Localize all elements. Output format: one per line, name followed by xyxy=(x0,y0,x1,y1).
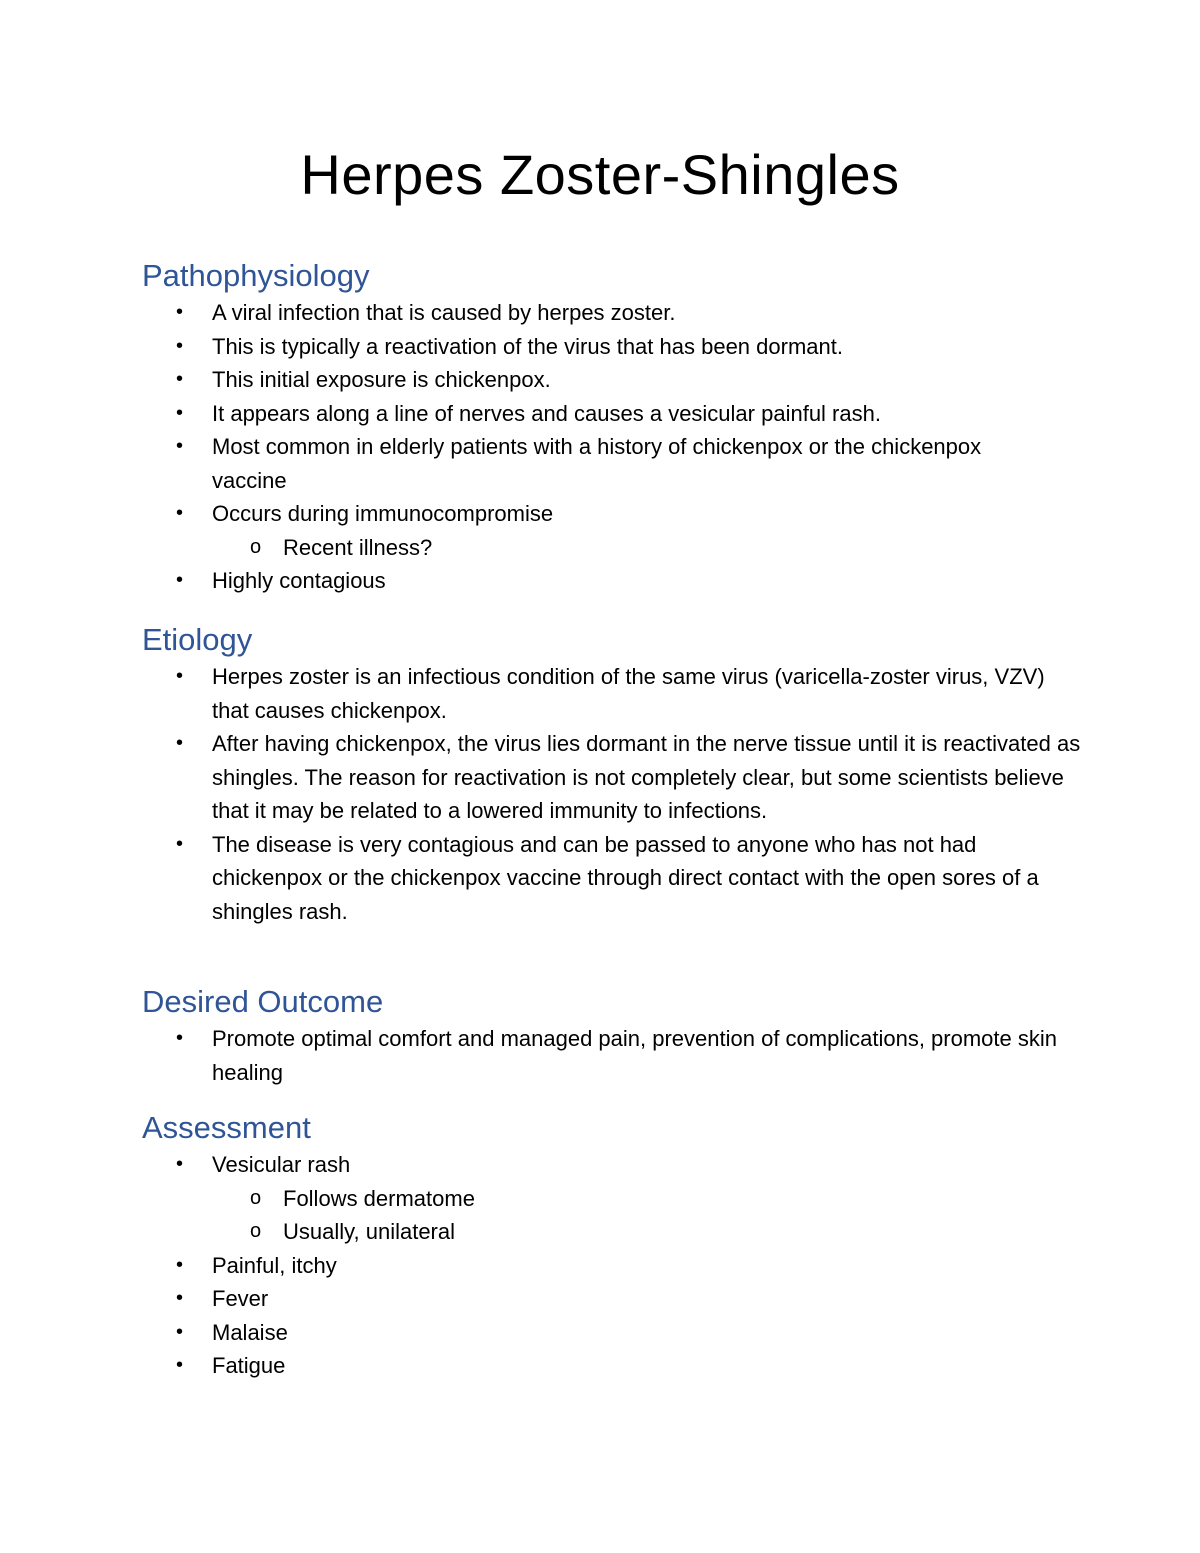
sub-list-item-text: Follows dermatome xyxy=(283,1185,475,1211)
section-assessment xyxy=(142,1108,1082,1383)
sub-list xyxy=(212,531,1082,565)
section-pathophysiology xyxy=(142,256,1082,598)
bullet-icon: • xyxy=(176,732,184,754)
section-desired-outcome xyxy=(142,982,1082,1089)
bullet-icon: • xyxy=(176,1027,184,1049)
sub-list-item xyxy=(142,1215,1082,1249)
bullet-list xyxy=(142,1148,1082,1383)
list-item-text: This initial exposure is chickenpox. xyxy=(212,367,551,392)
list-item xyxy=(142,497,1082,564)
list-item-text: Occurs during immunocompromise xyxy=(212,501,554,526)
bullet-icon: • xyxy=(176,665,184,687)
section-heading: Desired Outcome xyxy=(142,984,384,1019)
circle-bullet-icon: o xyxy=(250,1186,262,1209)
bullet-icon: • xyxy=(176,1153,184,1175)
circle-bullet-icon: o xyxy=(250,535,262,558)
bullet-list xyxy=(142,660,1082,928)
list-item xyxy=(142,1148,1082,1249)
list-item-text: The disease is very contagious and can be passed to anyone who has not had chickenpox or the chickenpox vaccine through direct contact with the open sores of a shingles rash. xyxy=(212,831,1039,924)
list-item xyxy=(142,1022,1082,1089)
bullet-icon: • xyxy=(176,1354,184,1376)
sub-list-item-text: Recent illness? xyxy=(283,534,433,560)
list-item xyxy=(142,564,1082,598)
list-item-text: Vesicular rash xyxy=(212,1152,351,1177)
list-item-text: Painful, itchy xyxy=(212,1252,337,1278)
list-item-text: Most common in elderly patients with a history of chickenpox or the chickenpox vaccine xyxy=(212,434,982,493)
sub-list-item-text: Usually, unilateral xyxy=(283,1219,456,1244)
list-item xyxy=(142,1349,1082,1383)
bullet-list xyxy=(142,1022,1082,1089)
list-item-text: This is typically a reactivation of the virus that has been dormant. xyxy=(212,333,843,359)
list-item-text: Fever xyxy=(212,1286,269,1311)
bullet-icon: • xyxy=(176,569,184,591)
bullet-icon: • xyxy=(176,401,184,424)
list-item-text: A viral infection that is caused by herpes zoster. xyxy=(212,300,676,325)
bullet-icon: • xyxy=(176,334,184,357)
document-title: Herpes Zoster-Shingles xyxy=(300,143,900,206)
section-heading: Pathophysiology xyxy=(142,258,370,293)
list-item xyxy=(142,397,1082,431)
list-item xyxy=(142,430,1082,497)
bullet-icon: • xyxy=(176,1287,184,1309)
sub-list-item xyxy=(142,531,1082,565)
list-item xyxy=(142,363,1082,397)
list-item xyxy=(142,330,1082,364)
circle-bullet-icon: o xyxy=(250,1220,262,1242)
bullet-icon: • xyxy=(176,502,184,524)
list-item xyxy=(142,296,1082,330)
list-item-text: Promote optimal comfort and managed pain, prevention of complications, promote skin healing xyxy=(212,1026,1057,1085)
sub-list-item xyxy=(142,1182,1082,1216)
list-item-text: Malaise xyxy=(212,1319,288,1345)
list-item xyxy=(142,1249,1082,1283)
bullet-icon: • xyxy=(176,301,184,323)
sub-list xyxy=(212,1182,1082,1249)
bullet-icon: • xyxy=(176,1253,184,1276)
list-item-text: Highly contagious xyxy=(212,568,386,593)
list-item-text: Herpes zoster is an infectious condition of the same virus (varicella-zoster virus, VZV) that causes chickenpox. xyxy=(212,664,1045,723)
list-item xyxy=(142,727,1082,828)
section-heading: Assessment xyxy=(142,1110,311,1145)
section-etiology xyxy=(142,620,1082,928)
bullet-list xyxy=(142,296,1082,598)
bullet-icon: • xyxy=(176,368,184,390)
list-item xyxy=(142,1316,1082,1350)
section-heading: Etiology xyxy=(142,622,253,657)
list-item xyxy=(142,828,1082,929)
list-item xyxy=(142,660,1082,727)
bullet-icon: • xyxy=(176,435,184,457)
list-item-text: After having chickenpox, the virus lies dormant in the nerve tissue until it is reactivated as shingles. The reason for reactivation is not completely clear, but some scientists believe that it may be related to a lowered immunity to infections. xyxy=(212,731,1081,823)
bullet-icon: • xyxy=(176,1320,184,1343)
list-item-text: Fatigue xyxy=(212,1353,286,1378)
list-item xyxy=(142,1282,1082,1316)
bullet-icon: • xyxy=(176,832,184,855)
list-item-text: It appears along a line of nerves and causes a vesicular painful rash. xyxy=(212,400,881,426)
